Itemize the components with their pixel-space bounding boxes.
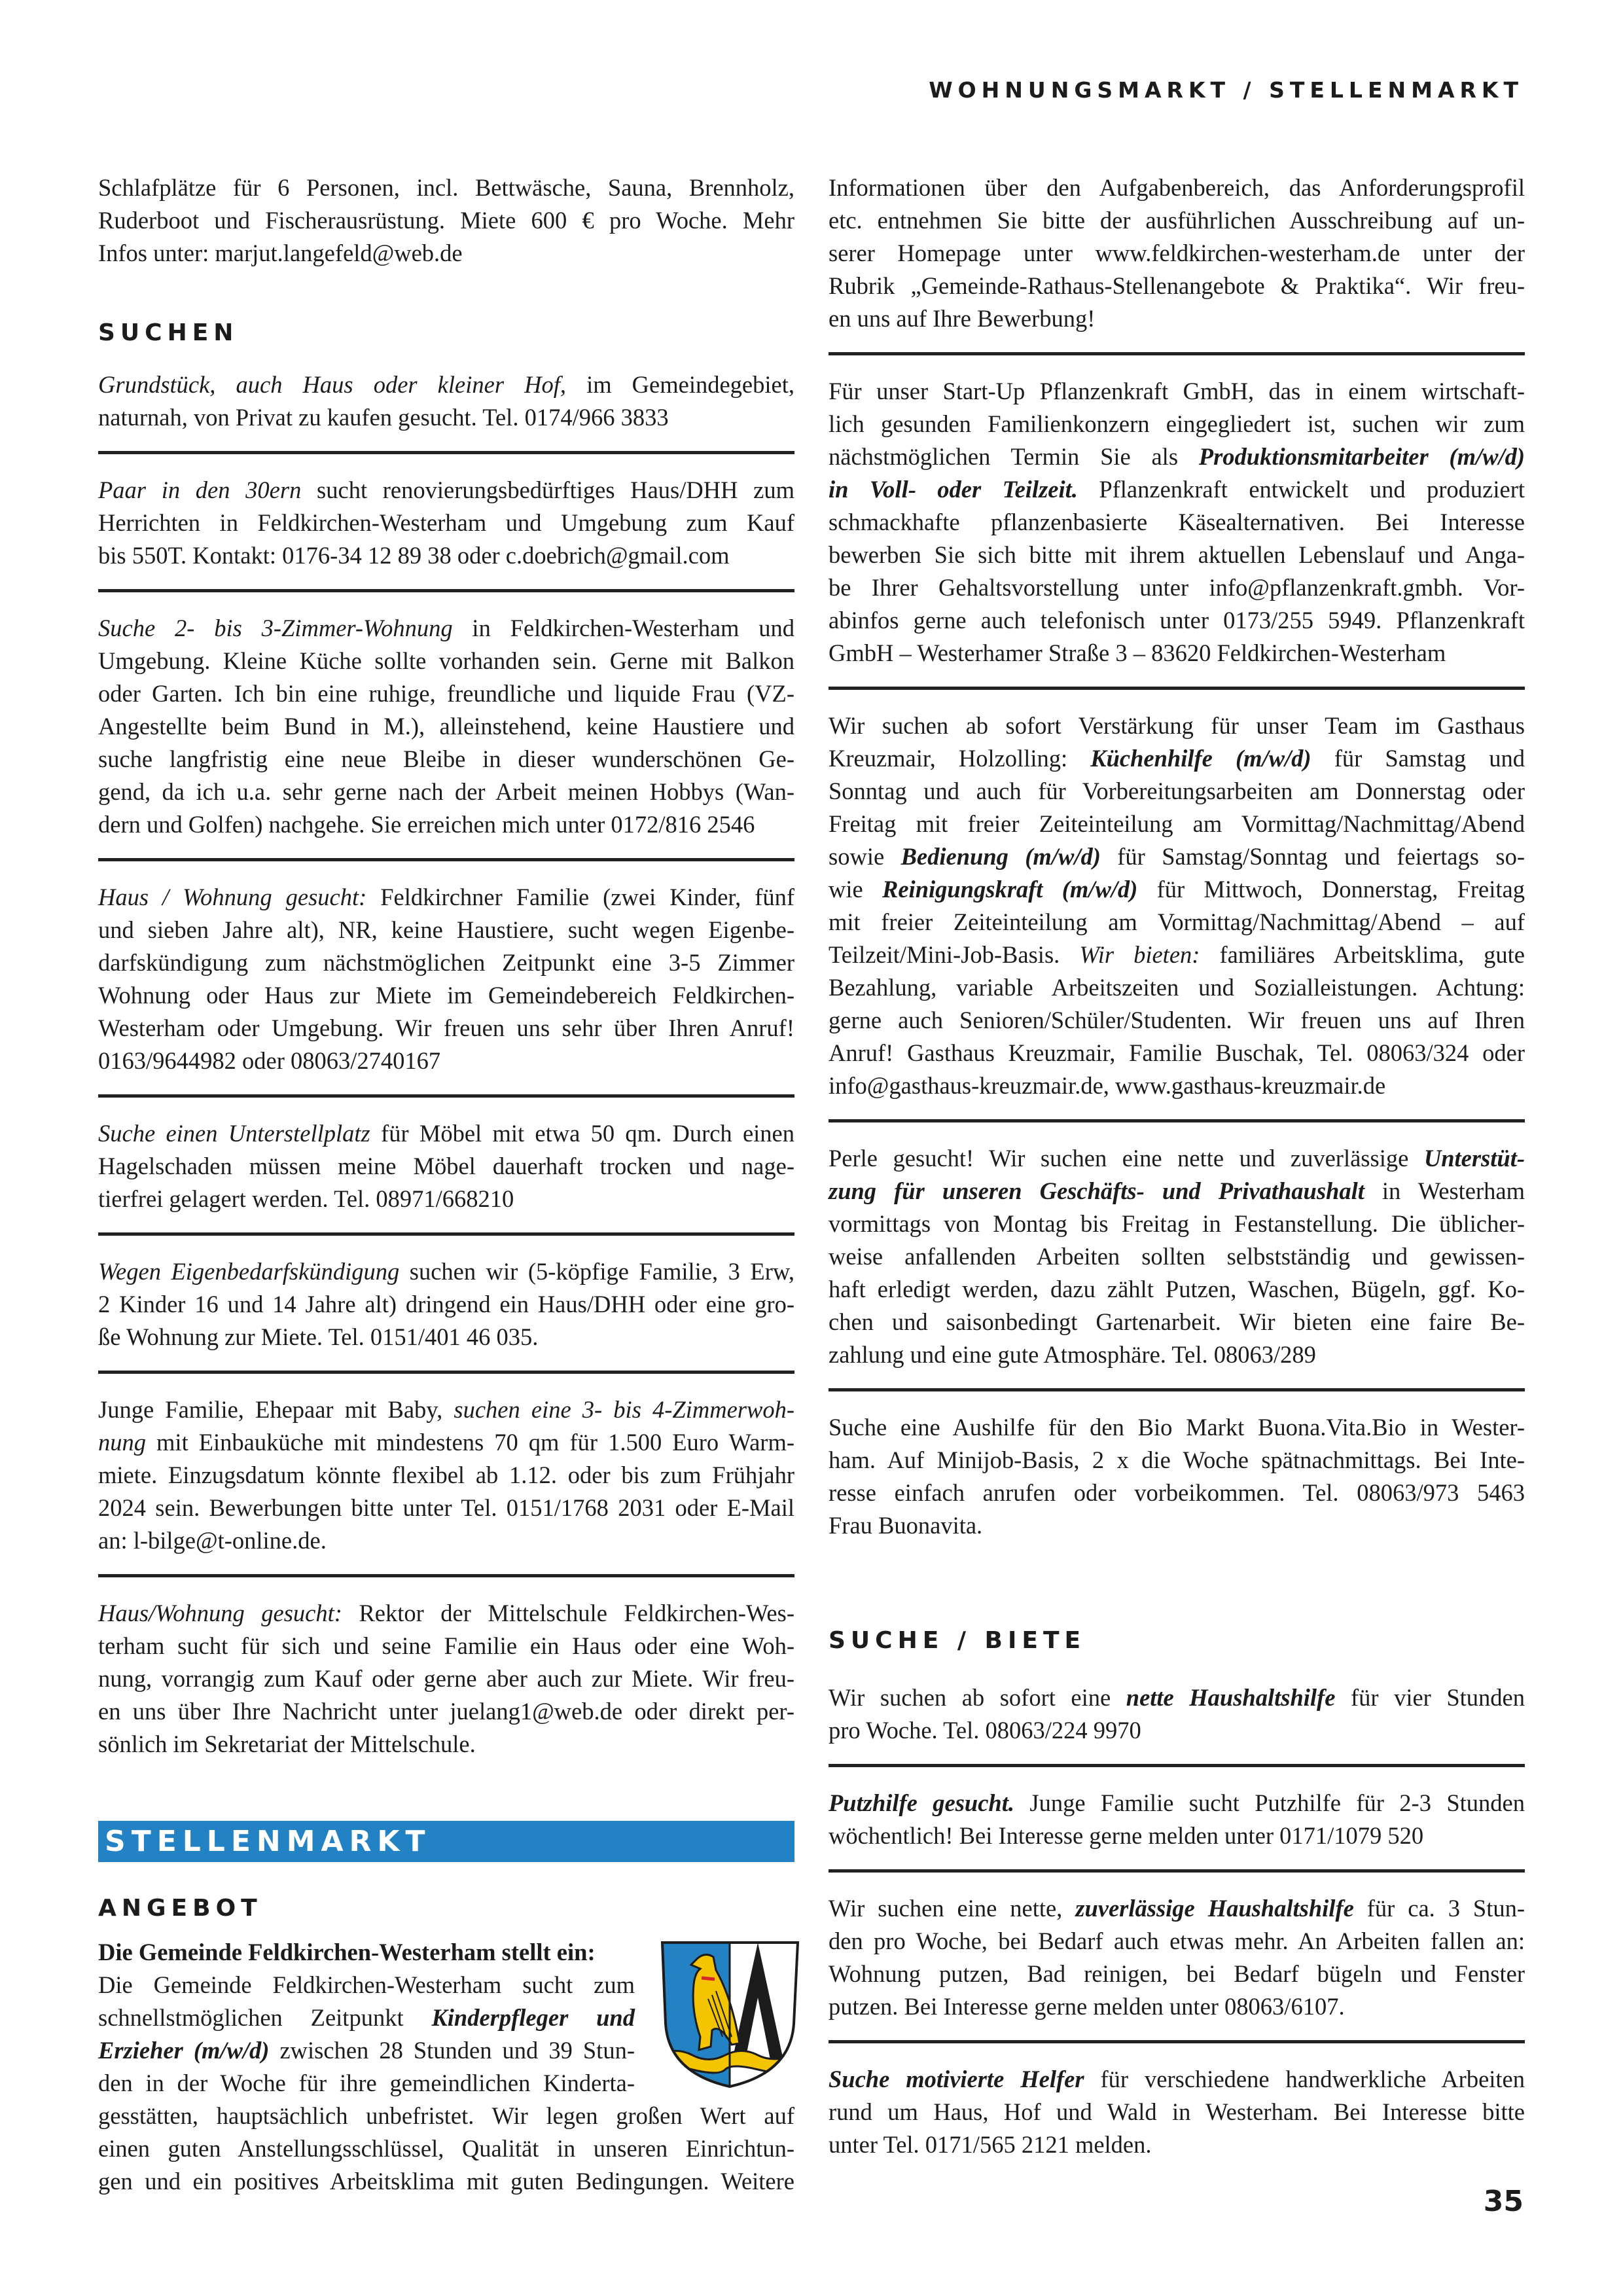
text-line: tierfrei gelagert werden. Tel. 08971/668210 [98, 1185, 514, 1212]
ad-divider [829, 352, 1525, 355]
ad-divider [829, 1388, 1525, 1391]
text-line: haft erledigt werden, dazu zählt Putzen, Waschen, Bügeln, ggf. Ko- [829, 1276, 1525, 1302]
text-line: Teilzeit/Mini-Job-Basis. Wir bieten: familiäres Arbeitsklima, gute [829, 941, 1525, 968]
gemeinde-ad-title: Die Gemeinde Feldkirchen-Westerham stellt ein: [98, 1939, 596, 1965]
text-line: serer Homepage unter www.feldkirchen-westerham.de unter der [829, 240, 1525, 266]
text-line: gen und ein positives Arbeitsklima mit guten Bedingungen. Weitere [98, 2168, 794, 2195]
page-number: 35 [1483, 2185, 1524, 2218]
section-heading-suche-biete: SUCHE / BIETE [829, 1627, 1086, 1654]
text-line: unter Tel. 0171/565 2121 melden. [829, 2131, 1152, 2158]
gemeinde-ad-full-text [98, 2100, 794, 2198]
text-line: Haus / Wohnung gesucht: Feldkirchner Familie (zwei Kinder, fünf [98, 884, 794, 910]
ad-divider [829, 687, 1525, 690]
text-line: resse einfach anrufen oder vorbeikommen. Tel. 08063/973 5463 [829, 1479, 1525, 1506]
text-line: Hagelschaden müssen meine Möbel dauerhaft trocken und nage- [98, 1153, 794, 1179]
text-line: dern und Golfen) nachgehe. Sie erreichen mich unter 0172/816 2546 [98, 811, 755, 838]
text-line: GmbH – Westerhamer Straße 3 – 83620 Feldkirchen-Westerham [829, 639, 1446, 666]
classified-ad [98, 1597, 794, 1761]
classified-ad [829, 1411, 1525, 1542]
text-line: den pro Woche, bei Bedarf auch etwas mehr. An Arbeiten fallen an: [829, 1928, 1525, 1954]
text-line: nung, vorrangig zum Kauf oder gerne aber auch zur Miete. Wir freu- [98, 1665, 794, 1692]
text-line: mit freier Zeiteinteilung am Vormittag/Nachmittag/Abend – auf [829, 908, 1525, 935]
text-line: wöchentlich! Bei Interesse gerne melden unter 0171/1079 520 [829, 1822, 1424, 1849]
text-line: wie Reinigungskraft (m/w/d) für Mittwoch, Donnerstag, Freitag [829, 876, 1525, 903]
text-line: Herrichten in Feldkirchen-Westerham und Umgebung zum Kauf [98, 509, 794, 536]
ad-divider [98, 1371, 794, 1374]
job-offer-ads-list [829, 171, 1525, 1542]
text-line: abinfos gerne auch telefonisch unter 0173/255 5949. Pflanzenkraft [829, 607, 1525, 634]
text-line: Sonntag und auch für Vorbereitungsarbeiten am Donnerstag oder [829, 778, 1525, 804]
classified-ad [98, 368, 794, 434]
text-line: Informationen über den Aufgabenbereich, das Anforderungsprofil [829, 174, 1525, 201]
classified-ad [98, 1255, 794, 1354]
text-line: Rubrik „Gemeinde-Rathaus-Stellenangebote & Praktika“. Wir freu- [829, 272, 1525, 299]
text-line: Erzieher (m/w/d) zwischen 28 Stunden und 39 Stun- [98, 2037, 635, 2064]
text-line: ße Wohnung zur Miete. Tel. 0151/401 46 035. [98, 1323, 539, 1350]
classified-ad [98, 881, 794, 1077]
section-heading-suchen: SUCHEN [98, 319, 239, 346]
text-line: lich gesunden Familienkonzern eingegliedert ist, suchen wir zum [829, 410, 1525, 437]
classified-ad [829, 1787, 1525, 1852]
text-line: weise anfallenden Arbeiten sollten selbstständig und gewissen- [829, 1243, 1525, 1270]
ad-divider [98, 1232, 794, 1236]
text-line: info@gasthaus-kreuzmair.de, www.gasthaus-kreuzmair.de [829, 1072, 1386, 1099]
classified-ad [98, 1393, 794, 1557]
text-line: Wir suchen ab sofort eine nette Haushaltshilfe für vier Stunden [829, 1684, 1525, 1711]
text-line: Grundstück, auch Haus oder kleiner Hof, im Gemeindegebiet, [98, 371, 794, 398]
text-line: putzen. Bei Interesse gerne melden unter 08063/6107. [829, 1993, 1345, 2020]
text-line: in Voll- oder Teilzeit. Pflanzenkraft entwickelt und produziert [829, 476, 1525, 503]
stellenmarkt-banner: STELLENMARKT [98, 1821, 794, 1862]
text-line: suche langfristig eine neue Bleibe in dieser wunderschönen Ge- [98, 745, 794, 772]
text-line: gerne auch Senioren/Schüler/Studenten. Wir freuen uns auf Ihren [829, 1007, 1525, 1033]
classified-ad [829, 1681, 1525, 1747]
gemeinde-ad-narrow-text [98, 1969, 635, 2100]
section-heading-angebot: ANGEBOT [98, 1895, 262, 1922]
text-line: Suche 2- bis 3-Zimmer-Wohnung in Feldkirchen-Westerham und [98, 615, 794, 641]
text-line: Bezahlung, variable Arbeitszeiten und Sozialleistungen. Achtung: [829, 974, 1525, 1001]
text-line: sönlich im Sekretariat der Mittelschule. [98, 1731, 476, 1757]
text-line: Die Gemeinde Feldkirchen-Westerham sucht zum [98, 1971, 635, 1998]
classified-ad [829, 2063, 1525, 2161]
text-line: Schlafplätze für 6 Personen, incl. Bettwäsche, Sauna, Brennholz, [98, 174, 794, 201]
text-line: Freitag mit freier Zeiteinteilung am Vormittag/Nachmittag/Abend [829, 810, 1525, 837]
classified-ad [829, 1892, 1525, 2023]
classified-ad [98, 474, 794, 572]
text-line: zung für unseren Geschäfts- und Privathaushalt in Westerham [829, 1177, 1525, 1204]
text-line: be Ihrer Gehaltsvorstellung unter info@pflanzenkraft.gmbh. Vor- [829, 574, 1525, 601]
text-line: rund um Haus, Hof und Wald in Westerham. Bei Interesse bitte [829, 2098, 1525, 2125]
municipal-coat-of-arms-icon [660, 1939, 800, 2089]
classified-ad [829, 709, 1525, 1102]
text-line: und sieben Jahre alt), NR, keine Haustiere, sucht wegen Eigenbe- [98, 916, 794, 943]
ad-divider [98, 858, 794, 861]
text-line: Für unser Start-Up Pflanzenkraft GmbH, das in einem wirtschaft- [829, 378, 1525, 404]
text-line: Wir suchen ab sofort Verstärkung für unser Team im Gasthaus [829, 712, 1525, 739]
text-line: Wohnung oder Haus zur Miete im Gemeindebereich Feldkirchen- [98, 982, 794, 1009]
text-line: einen guten Anstellungsschlüssel, Qualität in unseren Einrichtun- [98, 2135, 794, 2162]
ad-divider [98, 589, 794, 592]
text-line: Wegen Eigenbedarfskündigung suchen wir (5-köpfige Familie, 3 Erw, [98, 1258, 794, 1285]
text-line: gesstätten, hauptsächlich unbefristet. Wir legen großen Wert auf [98, 2102, 794, 2129]
text-line: Wir suchen eine nette, zuverlässige Haushaltshilfe für ca. 3 Stun- [829, 1895, 1525, 1922]
text-line: schmackhafte pflanzenbasierte Käsealternativen. Bei Interesse [829, 509, 1525, 535]
text-line: darfskündigung zum nächstmöglichen Zeitpunkt eine 3-5 Zimmer [98, 949, 794, 976]
ad-divider [829, 2040, 1525, 2043]
text-line: Wohnung putzen, Bad reinigen, bei Bedarf bügeln und Fenster [829, 1960, 1525, 1987]
text-line: pro Woche. Tel. 08063/224 9970 [829, 1717, 1141, 1744]
right-column [829, 171, 1525, 2161]
text-line: Perle gesucht! Wir suchen eine nette und zuverlässige Unterstüt- [829, 1145, 1525, 1172]
text-line: 2 Kinder 16 und 14 Jahre alt) dringend ein Haus/DHH oder eine gro- [98, 1291, 794, 1318]
classified-ad [829, 375, 1525, 670]
text-line: en uns über Ihre Nachricht unter juelang1@web.de oder direkt per- [98, 1698, 794, 1725]
page-section-header: WOHNUNGSMARKT / STELLENMARKT [929, 77, 1524, 103]
ad-divider [98, 1574, 794, 1577]
classified-ad-continuation [98, 171, 794, 270]
text-line: en uns auf Ihre Bewerbung! [829, 305, 1096, 332]
text-line: sowie Bedienung (m/w/d) für Samstag/Sonntag und feiertags so- [829, 843, 1525, 870]
text-line: ham. Auf Minijob-Basis, 2 x die Woche spätnachmittags. Bei Inte- [829, 1446, 1525, 1473]
ad-divider [98, 451, 794, 454]
text-line: schnellstmöglichen Zeitpunkt Kinderpfleger und [98, 2004, 635, 2031]
text-line: bis 550T. Kontakt: 0176-34 12 89 38 oder c.doebrich@gmail.com [98, 542, 730, 569]
text-line: naturnah, von Privat zu kaufen gesucht. Tel. 0174/966 3833 [98, 404, 669, 431]
classified-ad [98, 612, 794, 841]
text-line: Frau Buonavita. [829, 1512, 983, 1539]
ad-divider [829, 1119, 1525, 1122]
text-line: Putzhilfe gesucht. Junge Familie sucht Putzhilfe für 2-3 Stunden [829, 1789, 1525, 1816]
text-line: Umgebung. Kleine Küche sollte vorhanden sein. Gerne mit Balkon [98, 647, 794, 674]
text-line: Infos unter: marjut.langefeld@web.de [98, 240, 463, 266]
text-line: vormittags von Montag bis Freitag in Festanstellung. Die üblicher- [829, 1210, 1525, 1237]
text-line: Kreuzmair, Holzolling: Küchenhilfe (m/w/d) für Samstag und [829, 745, 1525, 772]
text-line: Suche einen Unterstellplatz für Möbel mit etwa 50 qm. Durch einen [98, 1120, 795, 1147]
text-line: etc. entnehmen Sie bitte der ausführlichen Ausschreibung auf un- [829, 207, 1525, 234]
text-line: oder Garten. Ich bin eine ruhige, freundliche und liquide Frau (VZ- [98, 680, 794, 707]
gemeinde-job-ad [98, 1936, 794, 2198]
suche-biete-ads-list [829, 1681, 1525, 2161]
text-line: Anruf! Gasthaus Kreuzmair, Familie Buschak, Tel. 08063/324 oder [829, 1039, 1525, 1066]
classified-ad [829, 171, 1525, 335]
text-line: Haus/Wohnung gesucht: Rektor der Mittelschule Feldkirchen-Wes- [98, 1600, 794, 1626]
left-column [98, 171, 794, 2198]
text-line: nung mit Einbauküche mit mindestens 70 qm für 1.500 Euro Warm- [98, 1429, 794, 1456]
text-line: Paar in den 30ern sucht renovierungsbedürftiges Haus/DHH zum [98, 476, 795, 503]
text-line: gend, da ich u.a. sehr gerne nach der Arbeit meinen Hobbys (Wan- [98, 778, 794, 805]
text-line: zahlung und eine gute Atmosphäre. Tel. 08063/289 [829, 1341, 1316, 1368]
text-line: Westerham oder Umgebung. Wir freuen uns sehr über Ihren Anruf! [98, 1014, 794, 1041]
text-line: terham sucht für sich und seine Familie ein Haus oder eine Woh- [98, 1632, 794, 1659]
text-line: Angestellte beim Bund in M.), alleinstehend, keine Haustiere und [98, 713, 794, 740]
suchen-ads-list [98, 368, 794, 1761]
text-line: Suche motivierte Helfer für verschiedene handwerkliche Arbeiten [829, 2066, 1525, 2092]
text-line: den in der Woche für ihre gemeindlichen Kinderta- [98, 2070, 635, 2096]
text-line: Junge Familie, Ehepaar mit Baby, suchen eine 3- bis 4-Zimmerwoh- [98, 1396, 794, 1423]
text-line: bewerben Sie sich bitte mit ihrem aktuellen Lebenslauf und Anga- [829, 541, 1525, 568]
text-line: an: l-bilge@t-online.de. [98, 1527, 327, 1554]
ad-divider [829, 1869, 1525, 1873]
ad-divider [98, 1094, 794, 1098]
ad-divider [829, 1764, 1525, 1767]
text-line: miete. Einzugsdatum könnte flexibel ab 1.12. oder bis zum Frühjahr [98, 1462, 794, 1488]
text-line: chen und saisonbedingt Gartenarbeit. Wir bieten eine faire Be- [829, 1308, 1525, 1335]
classified-ad [829, 1142, 1525, 1371]
text-line: Suche eine Aushilfe für den Bio Markt Buona.Vita.Bio in Wester- [829, 1414, 1525, 1441]
text-line: 2024 sein. Bewerbungen bitte unter Tel. 0151/1768 2031 oder E-Mail [98, 1494, 794, 1521]
classified-ad [98, 1117, 794, 1215]
text-line: 0163/9644982 oder 08063/2740167 [98, 1047, 441, 1074]
text-line: nächstmöglichen Termin Sie als Produktionsmitarbeiter (m/w/d) [829, 443, 1525, 470]
text-line: Ruderboot und Fischerausrüstung. Miete 600 € pro Woche. Mehr [98, 207, 794, 234]
